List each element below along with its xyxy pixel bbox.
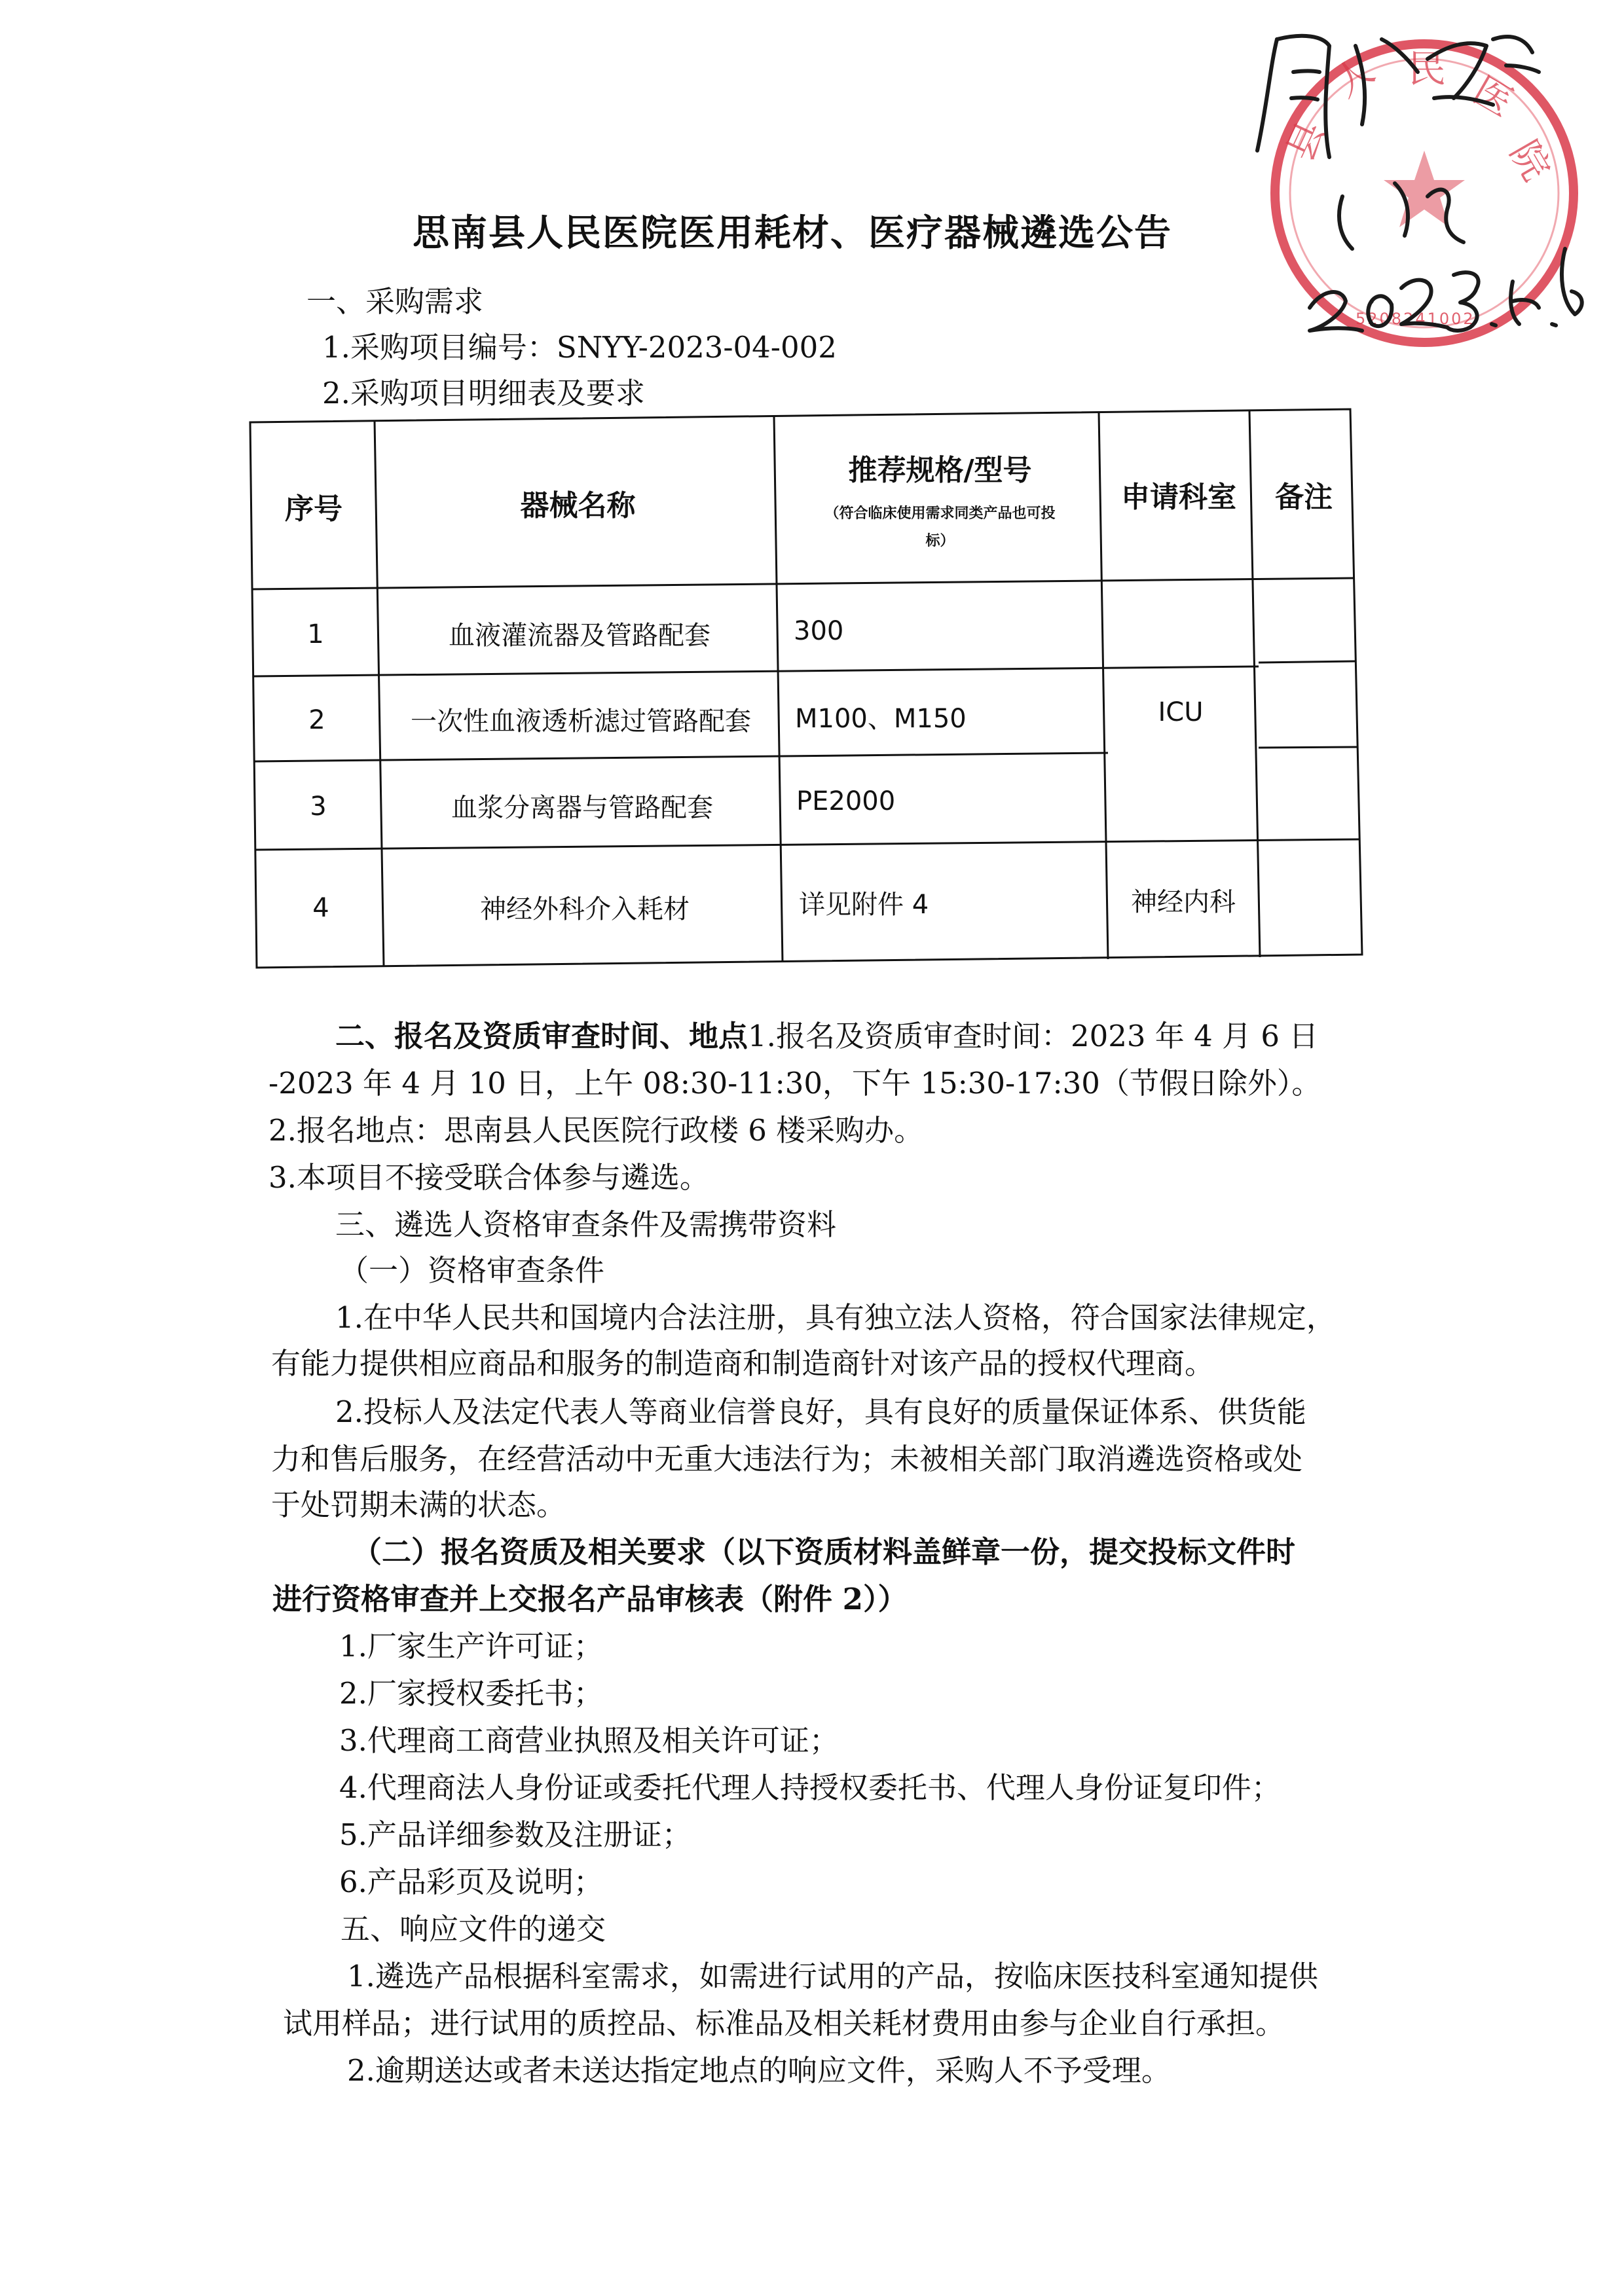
section-5-heading: 五、响应文件的递交 (341, 1912, 606, 1946)
header-name: 器械名称 (520, 488, 636, 522)
row-3-name: 血浆分离器与管路配套 (451, 792, 713, 823)
section-2-location: 2.报名地点：思南县人民医院行政楼 6 楼采购办。 (268, 1113, 924, 1148)
svg-text:民: 民 (1408, 46, 1447, 91)
svg-text:县: 县 (1278, 114, 1335, 168)
section-2-consortium: 3.本项目不接受联合体参与遴选。 (268, 1160, 709, 1195)
section-1-heading: 一、采购需求 (306, 284, 484, 319)
section-2-line-2: -2023 年 4 月 10 日，上午 08:30-11:30，下午 15:30-17:30（节假日除外）。 (268, 1066, 1321, 1101)
section-3-p2-line-1: 2.投标人及法定代表人等商业信誉良好，具有良好的质量保证体系、供货能 (335, 1394, 1306, 1429)
row-1-index: 1 (307, 619, 324, 649)
header-spec-note-1: （符合临床使用需求同类产品也可投 (824, 505, 1056, 522)
section-3-p1-line-2: 有能力提供相应商品和服务的制造商和制造商针对该产品的授权代理商。 (271, 1346, 1215, 1381)
section-3-sub-1: （一）资格审查条件 (339, 1253, 605, 1288)
row-1-spec: 300 (794, 616, 844, 646)
document-title: 思南县人民医院医用耗材、医疗器械遴选公告 (413, 211, 1172, 255)
list-item: 2.厂家授权委托书； (339, 1676, 603, 1711)
row-2-name: 一次性血液透析滤过管路配套 (411, 706, 751, 737)
header-spec-note-2: 标） (925, 533, 955, 549)
header-spec (778, 419, 1102, 583)
row-2-spec: M100、M150 (795, 703, 967, 734)
svg-text:医: 医 (1466, 67, 1521, 126)
handwritten-signature (1231, 0, 1598, 367)
dept-icu: ICU (1158, 697, 1204, 727)
row-4-spec: 详见附件 4 (799, 890, 929, 920)
list-item: 6.产品彩页及说明； (339, 1865, 603, 1899)
row-4-name: 神经外科介入耗材 (480, 894, 690, 924)
section-2-time: 1.报名及资质审查时间：2023 年 4 月 6 日 (748, 1019, 1319, 1053)
section-3-sub-2-line-2: 进行资格审查并上交报名产品审核表（附件 2）） (272, 1582, 908, 1616)
section-5-p1-line-2: 试用样品；进行试用的质控品、标准品及相关耗材费用由参与企业自行承担。 (283, 2006, 1285, 2041)
section-3-sub-2-line-1: （二）报名资质及相关要求（以下资质材料盖鲜章一份，提交投标文件时 (352, 1535, 1296, 1569)
svg-text:人: 人 (1325, 47, 1382, 106)
svg-text:5208241002: 5208241002 (1356, 310, 1475, 328)
section-3-p1-line-1: 1.在中华人民共和国境内合法注册，具有独立法人资格，符合国家法律规定， (335, 1300, 1336, 1335)
header-remark: 备注 (1275, 481, 1333, 514)
dept-neuro: 神经内科 (1131, 887, 1236, 917)
svg-text:院: 院 (1501, 133, 1559, 189)
section-5-p1-line-1: 1.遴选产品根据科室需求，如需进行试用的产品，按临床医技科室通知提供 (347, 1959, 1318, 1994)
row-4-index: 4 (312, 893, 329, 923)
header-index: 序号 (285, 492, 342, 526)
header-dept: 申请科室 (1121, 481, 1236, 514)
section-3-p2-line-3: 于处罚期未满的状态。 (271, 1487, 566, 1522)
row-3-index: 3 (310, 792, 327, 822)
row-3-spec: PE2000 (796, 786, 896, 816)
list-item: 1.厂家生产许可证； (339, 1629, 603, 1664)
section-2-line-1 (335, 1021, 1318, 1051)
section-2-heading: 二、报名及资质审查时间、地点 (335, 1019, 748, 1053)
section-5-p2: 2.逾期送达或者未送达指定地点的响应文件，采购人不予受理。 (347, 2053, 1171, 2088)
list-item: 5.产品详细参数及注册证； (339, 1817, 692, 1852)
row-1-name: 血液灌流器及管路配套 (449, 620, 710, 651)
row-2-index: 2 (308, 705, 325, 735)
list-item: 4.代理商法人身份证或委托代理人持授权委托书、代理人身份证复印件； (339, 1770, 1281, 1805)
project-detail-caption: 2.采购项目明细表及要求 (322, 376, 645, 410)
section-3-p2-line-2: 力和售后服务，在经营活动中无重大违法行为；未被相关部门取消遴选资格或处 (271, 1442, 1303, 1476)
project-number: 1.采购项目编号：SNYY-2023-04-002 (322, 330, 837, 365)
list-item: 3.代理商工商营业执照及相关许可证； (339, 1723, 839, 1758)
header-spec-title: 推荐规格/型号 (848, 454, 1032, 488)
section-3-heading: 三、遴选人资格审查条件及需携带资料 (335, 1207, 837, 1242)
